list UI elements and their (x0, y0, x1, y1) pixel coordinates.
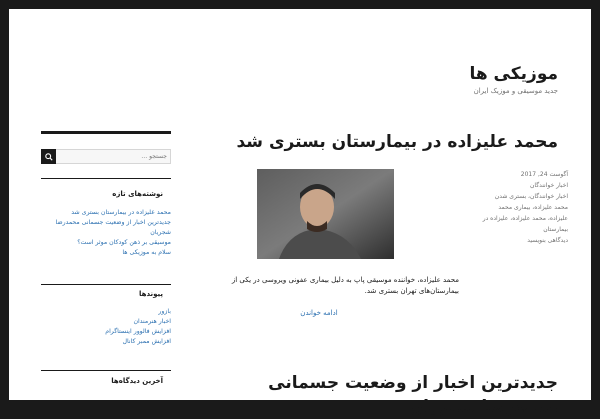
recent-posts-list (41, 208, 171, 258)
widget-divider (41, 284, 171, 285)
post-title[interactable]: جدیدترین اخبار از وضعیت جسمانی محمدرضا شجریان (268, 373, 558, 417)
post-comment-link[interactable]: دیدگاهی بنویسید (527, 237, 568, 244)
recent-post-link[interactable]: محمد علیزاده در بیمارستان بستری شد (71, 209, 171, 216)
list-item[interactable] (41, 238, 171, 248)
list-item[interactable] (41, 327, 171, 337)
link-item[interactable]: افزایش فالوور اینستاگرام (105, 328, 171, 335)
portrait-image (257, 169, 394, 259)
page (9, 9, 591, 417)
search-icon (45, 153, 53, 161)
list-item[interactable] (41, 218, 171, 238)
link-item[interactable]: بازور (158, 308, 171, 315)
list-item[interactable] (41, 208, 171, 218)
recent-post-link[interactable]: موسیقی بر ذهن کودکان موثر است؟ (77, 239, 171, 246)
links-list (41, 307, 171, 347)
widget-divider (41, 370, 171, 371)
link-item[interactable]: اخبار هنرمندان (133, 318, 171, 325)
site-title[interactable]: موزیکی ها (469, 64, 558, 84)
post-meta (482, 169, 568, 246)
sidebar-divider (41, 131, 171, 134)
post-excerpt: محمد علیزاده، خواننده موسیقی پاپ به دلیل بیماری عفونی ویروسی در یکی از بیمارستان‌های تهران بستری شد. (231, 276, 459, 295)
site-description: جدید موسیقی و موزیک ایران (473, 87, 558, 95)
list-item[interactable] (41, 307, 171, 317)
featured-image[interactable] (257, 169, 394, 259)
recent-posts-title: نوشته‌های تازه (112, 190, 163, 198)
recent-post-link[interactable]: جدیدترین اخبار از وضعیت جسمانی محمدرضا شجریان (55, 219, 171, 236)
post-title[interactable]: محمد علیزاده در بیمارستان بستری شد (236, 132, 558, 152)
list-item[interactable] (41, 317, 171, 327)
list-item[interactable] (41, 248, 171, 258)
link-item[interactable]: افزایش ممبر کانال (122, 338, 171, 345)
widget-divider (41, 178, 171, 179)
post-category[interactable]: اخبار خوانندگان (529, 182, 568, 189)
recent-comments-title: آخرین دیدگاه‌ها (111, 377, 163, 385)
search-button[interactable] (41, 149, 56, 164)
post-date[interactable]: آگوست 24, 2017 (520, 171, 568, 178)
search-form (41, 149, 171, 164)
post-tags[interactable]: اخبار خوانندگان، بستری شدن محمد علیزاده، بیماری محمد علیزاده، محمد علیزاده، علیزاده در بیمارستان (482, 193, 568, 233)
search-input[interactable] (56, 149, 171, 164)
read-more-link[interactable]: ادامه خواندن (300, 309, 338, 317)
recent-post-link[interactable]: سلام به موزیکی ها (122, 249, 171, 256)
list-item[interactable] (41, 337, 171, 347)
links-title: پیوندها (138, 290, 163, 298)
